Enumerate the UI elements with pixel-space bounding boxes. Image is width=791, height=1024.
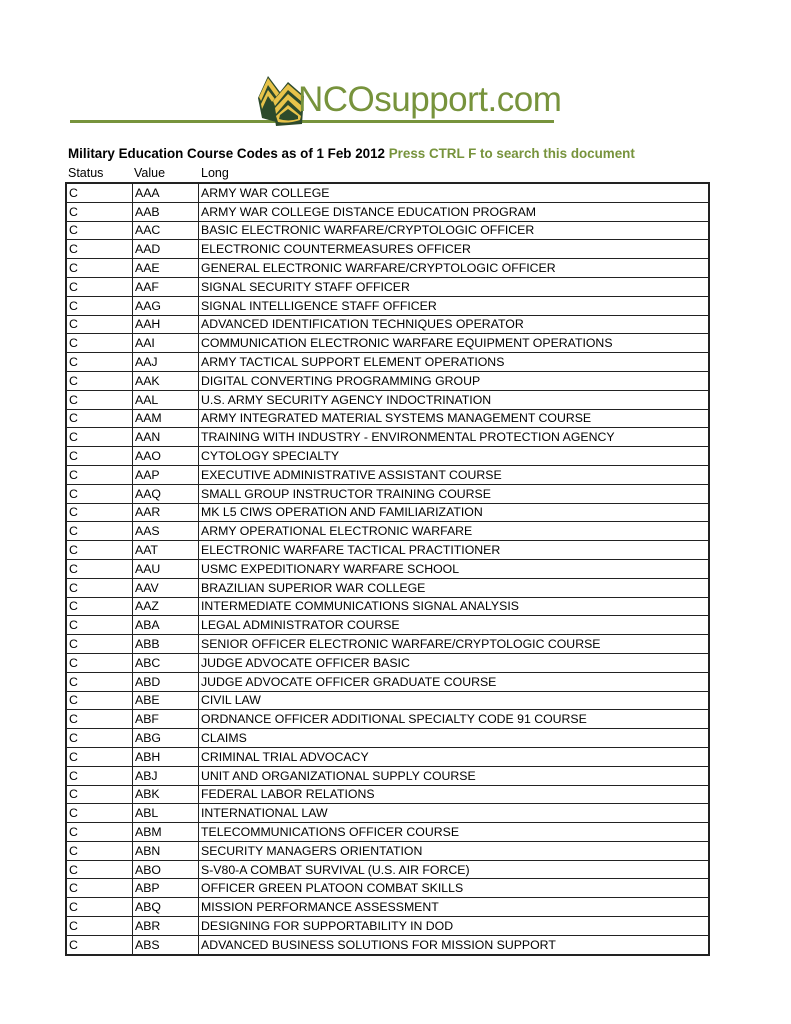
status-cell: C bbox=[66, 935, 133, 954]
status-cell: C bbox=[66, 465, 133, 484]
long-cell: SIGNAL INTELLIGENCE STAFF OFFICER bbox=[199, 296, 710, 315]
table-row bbox=[66, 653, 709, 672]
long-cell: DIGITAL CONVERTING PROGRAMMING GROUP bbox=[199, 371, 710, 390]
value-cell: AAU bbox=[133, 559, 199, 578]
long-cell: LEGAL ADMINISTRATOR COURSE bbox=[199, 616, 710, 635]
table-row bbox=[66, 503, 709, 522]
table-row bbox=[66, 259, 709, 278]
status-cell: C bbox=[66, 729, 133, 748]
status-cell: C bbox=[66, 672, 133, 691]
status-cell: C bbox=[66, 541, 133, 560]
value-cell: ABR bbox=[133, 917, 199, 936]
table-row bbox=[66, 202, 709, 221]
status-cell: C bbox=[66, 221, 133, 240]
page-header bbox=[0, 0, 791, 140]
table-row bbox=[66, 334, 709, 353]
long-cell: ELECTRONIC WARFARE TACTICAL PRACTITIONER bbox=[199, 541, 710, 560]
status-cell: C bbox=[66, 484, 133, 503]
long-cell: CLAIMS bbox=[199, 729, 710, 748]
long-cell: SMALL GROUP INSTRUCTOR TRAINING COURSE bbox=[199, 484, 710, 503]
status-cell: C bbox=[66, 559, 133, 578]
table-row bbox=[66, 484, 709, 503]
status-cell: C bbox=[66, 860, 133, 879]
status-cell: C bbox=[66, 390, 133, 409]
table-row bbox=[66, 541, 709, 560]
value-cell: AAK bbox=[133, 371, 199, 390]
long-cell: ADVANCED IDENTIFICATION TECHNIQUES OPERATOR bbox=[199, 315, 710, 334]
long-cell: TELECOMMUNICATIONS OFFICER COURSE bbox=[199, 823, 710, 842]
table-row bbox=[66, 409, 709, 428]
status-cell: C bbox=[66, 635, 133, 654]
value-cell: ABL bbox=[133, 804, 199, 823]
long-cell: OFFICER GREEN PLATOON COMBAT SKILLS bbox=[199, 879, 710, 898]
long-cell: ADVANCED BUSINESS SOLUTIONS FOR MISSION SUPPORT bbox=[199, 935, 710, 954]
table-row bbox=[66, 353, 709, 372]
table-row bbox=[66, 597, 709, 616]
long-cell: COMMUNICATION ELECTRONIC WARFARE EQUIPMENT OPERATIONS bbox=[199, 334, 710, 353]
table-row bbox=[66, 935, 709, 954]
table-row bbox=[66, 766, 709, 785]
table-row bbox=[66, 710, 709, 729]
value-cell: AAH bbox=[133, 315, 199, 334]
table-row bbox=[66, 240, 709, 259]
long-cell: U.S. ARMY SECURITY AGENCY INDOCTRINATION bbox=[199, 390, 710, 409]
long-cell: SECURITY MANAGERS ORIENTATION bbox=[199, 841, 710, 860]
long-cell: FEDERAL LABOR RELATIONS bbox=[199, 785, 710, 804]
status-cell: C bbox=[66, 183, 133, 202]
value-cell: AAE bbox=[133, 259, 199, 278]
column-header-value: Value bbox=[134, 166, 166, 180]
status-cell: C bbox=[66, 597, 133, 616]
table-row bbox=[66, 785, 709, 804]
long-cell: MISSION PERFORMANCE ASSESSMENT bbox=[199, 898, 710, 917]
table-row bbox=[66, 559, 709, 578]
value-cell: AAV bbox=[133, 578, 199, 597]
status-cell: C bbox=[66, 428, 133, 447]
value-cell: AAO bbox=[133, 447, 199, 466]
long-cell: ELECTRONIC COUNTERMEASURES OFFICER bbox=[199, 240, 710, 259]
value-cell: ABB bbox=[133, 635, 199, 654]
table-row bbox=[66, 315, 709, 334]
long-cell: DESIGNING FOR SUPPORTABILITY IN DOD bbox=[199, 917, 710, 936]
table-row bbox=[66, 635, 709, 654]
table-row bbox=[66, 390, 709, 409]
long-cell: EXECUTIVE ADMINISTRATIVE ASSISTANT COURSE bbox=[199, 465, 710, 484]
long-cell: ARMY WAR COLLEGE bbox=[199, 183, 710, 202]
status-cell: C bbox=[66, 371, 133, 390]
value-cell: ABQ bbox=[133, 898, 199, 917]
course-codes-table bbox=[65, 182, 710, 956]
status-cell: C bbox=[66, 202, 133, 221]
table-row bbox=[66, 221, 709, 240]
long-cell: CRIMINAL TRIAL ADVOCACY bbox=[199, 747, 710, 766]
table-row bbox=[66, 296, 709, 315]
long-cell: JUDGE ADVOCATE OFFICER GRADUATE COURSE bbox=[199, 672, 710, 691]
status-cell: C bbox=[66, 578, 133, 597]
value-cell: ABO bbox=[133, 860, 199, 879]
long-cell: S-V80-A COMBAT SURVIVAL (U.S. AIR FORCE) bbox=[199, 860, 710, 879]
status-cell: C bbox=[66, 277, 133, 296]
table-row bbox=[66, 879, 709, 898]
value-cell: ABD bbox=[133, 672, 199, 691]
long-cell: JUDGE ADVOCATE OFFICER BASIC bbox=[199, 653, 710, 672]
column-header-status: Status bbox=[68, 166, 104, 180]
value-cell: AAZ bbox=[133, 597, 199, 616]
value-cell: AAJ bbox=[133, 353, 199, 372]
status-cell: C bbox=[66, 804, 133, 823]
table-row bbox=[66, 447, 709, 466]
value-cell: AAF bbox=[133, 277, 199, 296]
long-cell: SIGNAL SECURITY STAFF OFFICER bbox=[199, 277, 710, 296]
value-cell: ABF bbox=[133, 710, 199, 729]
value-cell: ABJ bbox=[133, 766, 199, 785]
status-cell: C bbox=[66, 409, 133, 428]
table-row bbox=[66, 804, 709, 823]
status-cell: C bbox=[66, 917, 133, 936]
table-row bbox=[66, 747, 709, 766]
status-cell: C bbox=[66, 841, 133, 860]
long-cell: INTERMEDIATE COMMUNICATIONS SIGNAL ANALYSIS bbox=[199, 597, 710, 616]
long-cell: SENIOR OFFICER ELECTRONIC WARFARE/CRYPTOLOGIC COURSE bbox=[199, 635, 710, 654]
table-row bbox=[66, 860, 709, 879]
table-row bbox=[66, 578, 709, 597]
long-cell: TRAINING WITH INDUSTRY - ENVIRONMENTAL PROTECTION AGENCY bbox=[199, 428, 710, 447]
value-cell: ABP bbox=[133, 879, 199, 898]
value-cell: AAS bbox=[133, 522, 199, 541]
value-cell: AAB bbox=[133, 202, 199, 221]
long-cell: UNIT AND ORGANIZATIONAL SUPPLY COURSE bbox=[199, 766, 710, 785]
table-row bbox=[66, 522, 709, 541]
status-cell: C bbox=[66, 766, 133, 785]
long-cell: MK L5 CIWS OPERATION AND FAMILIARIZATION bbox=[199, 503, 710, 522]
value-cell: ABG bbox=[133, 729, 199, 748]
long-cell: ARMY WAR COLLEGE DISTANCE EDUCATION PROGRAM bbox=[199, 202, 710, 221]
long-cell: CYTOLOGY SPECIALTY bbox=[199, 447, 710, 466]
table-row bbox=[66, 277, 709, 296]
status-cell: C bbox=[66, 616, 133, 635]
value-cell: ABH bbox=[133, 747, 199, 766]
value-cell: AAG bbox=[133, 296, 199, 315]
status-cell: C bbox=[66, 296, 133, 315]
value-cell: ABC bbox=[133, 653, 199, 672]
value-cell: AAL bbox=[133, 390, 199, 409]
table-row bbox=[66, 917, 709, 936]
value-cell: AAN bbox=[133, 428, 199, 447]
status-cell: C bbox=[66, 785, 133, 804]
value-cell: ABS bbox=[133, 935, 199, 954]
value-cell: AAP bbox=[133, 465, 199, 484]
table-row bbox=[66, 428, 709, 447]
status-cell: C bbox=[66, 447, 133, 466]
long-cell: BASIC ELECTRONIC WARFARE/CRYPTOLOGIC OFFICER bbox=[199, 221, 710, 240]
table-row bbox=[66, 691, 709, 710]
long-cell: INTERNATIONAL LAW bbox=[199, 804, 710, 823]
value-cell: ABM bbox=[133, 823, 199, 842]
status-cell: C bbox=[66, 259, 133, 278]
table-row bbox=[66, 371, 709, 390]
value-cell: ABK bbox=[133, 785, 199, 804]
long-cell: USMC EXPEDITIONARY WARFARE SCHOOL bbox=[199, 559, 710, 578]
status-cell: C bbox=[66, 879, 133, 898]
table-row bbox=[66, 465, 709, 484]
table-row bbox=[66, 672, 709, 691]
value-cell: AAD bbox=[133, 240, 199, 259]
status-cell: C bbox=[66, 747, 133, 766]
long-cell: ARMY OPERATIONAL ELECTRONIC WARFARE bbox=[199, 522, 710, 541]
value-cell: AAC bbox=[133, 221, 199, 240]
status-cell: C bbox=[66, 653, 133, 672]
value-cell: AAT bbox=[133, 541, 199, 560]
value-cell: AAQ bbox=[133, 484, 199, 503]
table-row bbox=[66, 841, 709, 860]
search-hint: Press CTRL F to search this document bbox=[388, 146, 635, 161]
status-cell: C bbox=[66, 353, 133, 372]
table-row bbox=[66, 616, 709, 635]
value-cell: ABE bbox=[133, 691, 199, 710]
status-cell: C bbox=[66, 315, 133, 334]
long-cell: ORDNANCE OFFICER ADDITIONAL SPECIALTY CODE 91 COURSE bbox=[199, 710, 710, 729]
status-cell: C bbox=[66, 522, 133, 541]
status-cell: C bbox=[66, 823, 133, 842]
value-cell: AAA bbox=[133, 183, 199, 202]
long-cell: BRAZILIAN SUPERIOR WAR COLLEGE bbox=[199, 578, 710, 597]
value-cell: AAI bbox=[133, 334, 199, 353]
status-cell: C bbox=[66, 898, 133, 917]
table-row bbox=[66, 729, 709, 748]
value-cell: AAR bbox=[133, 503, 199, 522]
status-cell: C bbox=[66, 710, 133, 729]
long-cell: ARMY INTEGRATED MATERIAL SYSTEMS MANAGEMENT COURSE bbox=[199, 409, 710, 428]
status-cell: C bbox=[66, 503, 133, 522]
column-header-long: Long bbox=[201, 166, 229, 180]
document-title: Military Education Course Codes as of 1 Feb 2012 bbox=[68, 146, 386, 161]
long-cell: GENERAL ELECTRONIC WARFARE/CRYPTOLOGIC OFFICER bbox=[199, 259, 710, 278]
status-cell: C bbox=[66, 240, 133, 259]
document-title-line bbox=[68, 146, 635, 161]
value-cell: AAM bbox=[133, 409, 199, 428]
table-row bbox=[66, 183, 709, 202]
status-cell: C bbox=[66, 334, 133, 353]
long-cell: ARMY TACTICAL SUPPORT ELEMENT OPERATIONS bbox=[199, 353, 710, 372]
status-cell: C bbox=[66, 691, 133, 710]
table-row bbox=[66, 823, 709, 842]
value-cell: ABN bbox=[133, 841, 199, 860]
long-cell: CIVIL LAW bbox=[199, 691, 710, 710]
site-name: NCOsupport.com bbox=[298, 80, 562, 119]
table-row bbox=[66, 898, 709, 917]
value-cell: ABA bbox=[133, 616, 199, 635]
